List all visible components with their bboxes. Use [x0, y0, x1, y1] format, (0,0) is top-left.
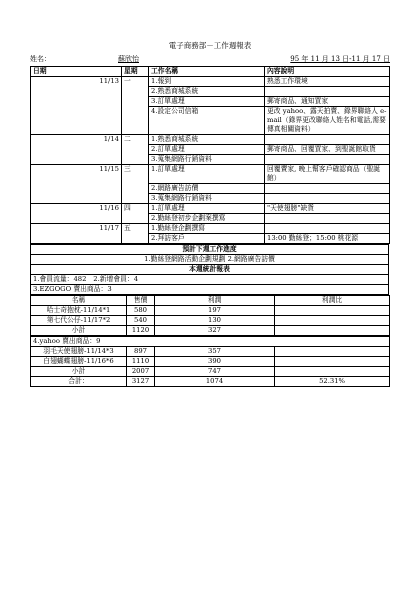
- task-content: 郵寄商品、通知買家: [265, 97, 390, 107]
- task-work: 3.訂單處理: [149, 97, 265, 107]
- item-name: 哈士奇抱枕-11/14*1: [31, 306, 127, 316]
- item-price: 540: [127, 316, 155, 326]
- task-content: [265, 184, 390, 194]
- item-profit: 130: [155, 316, 275, 326]
- item-name: 羽毛天使翅膀-11/14*3: [31, 347, 127, 357]
- day-weekday: 四: [122, 204, 149, 224]
- task-content: [265, 155, 390, 165]
- col-profit: 利潤: [155, 296, 275, 306]
- task-work: 4.設定公司信箱: [149, 107, 265, 135]
- task-work: 2.熟悉商城系統: [149, 87, 265, 97]
- day-date: 11/16: [31, 204, 122, 224]
- day-weekday: 三: [122, 165, 149, 204]
- day-date: 11/17: [31, 224, 122, 244]
- item-price: 1110: [127, 357, 155, 367]
- item-ratio: [275, 306, 390, 316]
- header-work: 工作名稱: [149, 67, 265, 77]
- yahoo-table: [30, 336, 390, 387]
- task-content: 郵寄商品、回覆買家、到聖誕館取貨: [265, 145, 390, 155]
- subtotal-price: 2007: [127, 367, 155, 377]
- day-date: 11/13: [31, 77, 122, 135]
- subtotal-price: 1120: [127, 326, 155, 336]
- task-content: [265, 87, 390, 97]
- table-row: [31, 77, 390, 87]
- ezgogo-title: 3.EZGOGO 賣出商品：3: [31, 285, 389, 295]
- task-work: 3.蒐集網路行銷資料: [149, 155, 265, 165]
- item-price: 897: [127, 347, 155, 357]
- subtotal-profit: 747: [155, 367, 275, 377]
- day-weekday: 二: [122, 135, 149, 165]
- day-weekday: 一: [122, 77, 149, 135]
- stats-heading: 本週統計報表: [31, 265, 389, 275]
- day-date: 1/14: [31, 135, 122, 165]
- header-date: 日期: [31, 67, 122, 77]
- col-name: 名稱: [31, 296, 127, 306]
- table-row: [31, 135, 390, 145]
- total-ratio: 52.31%: [275, 377, 390, 387]
- item-ratio: [275, 357, 390, 367]
- subtotal-profit: 327: [155, 326, 275, 336]
- table-header-row: [31, 67, 390, 77]
- table-row: [31, 165, 390, 184]
- item-profit: 197: [155, 306, 275, 316]
- item-profit: 390: [155, 357, 275, 367]
- day-weekday: 五: [122, 224, 149, 244]
- task-work: 3.蒐集網路行銷資料: [149, 194, 265, 204]
- table-row: [31, 204, 390, 214]
- total-row: [31, 377, 390, 387]
- report-subheader: [30, 54, 390, 64]
- task-work: 1.勤絲登企劃撰寫: [149, 224, 265, 234]
- stats-line1: 1.會員流量：482 2.新增會員：4: [31, 275, 389, 285]
- task-work: 1.訂單處理: [149, 204, 265, 214]
- daily-work-table: [30, 66, 390, 244]
- task-work: 1.熟悉商城系統: [149, 135, 265, 145]
- item-ratio: [275, 316, 390, 326]
- task-content: [265, 135, 390, 145]
- task-content: [265, 214, 390, 224]
- yahoo-subtotal-row: [31, 367, 390, 377]
- table-row: [31, 306, 390, 316]
- subtotal-ratio: [275, 367, 390, 377]
- table-row: [31, 357, 390, 367]
- total-price: 3127: [127, 377, 155, 387]
- task-work: 1.訂單處理: [149, 165, 265, 184]
- item-name: 白翅蝴蝶翅膀-11/16*6: [31, 357, 127, 367]
- name-label: 姓名：: [30, 55, 51, 63]
- item-name: 第七代公仔-11/17*2: [31, 316, 127, 326]
- task-content: 熟悉工作環境: [265, 77, 390, 87]
- task-work: 2.訂單處理: [149, 145, 265, 155]
- next-week-items: 1.勤絲登網路活動企劃規劃 2.網路廣告訪價: [31, 255, 389, 265]
- task-content: 更改 yahoo、露天拍賣、錄界聯絡人 e-mail（錄界更改聯絡人姓名和電話,需要傳真相關資料）: [265, 107, 390, 135]
- item-ratio: [275, 347, 390, 357]
- task-work: 2.勤絲登初步企劃案撰寫: [149, 214, 265, 224]
- report-title: 電子商務部－工作週報表: [168, 41, 252, 50]
- day-date: 11/15: [31, 165, 122, 204]
- yahoo-title: 4.yahoo 賣出商品：9: [31, 337, 390, 347]
- task-content: 13:00 勤絲登；15:00 桃花源: [265, 234, 390, 244]
- task-work: 2.網路廣告訪價: [149, 184, 265, 194]
- report-period: 95 年 11 月 13 日-11 月 17 日: [290, 55, 390, 63]
- col-price: 售價: [127, 296, 155, 306]
- subtotal-label: 小計: [31, 367, 127, 377]
- item-profit: 357: [155, 347, 275, 357]
- task-content: 回覆賣家, 晚上幫客戶確認商品（聖誕館）: [265, 165, 390, 184]
- subtotal-ratio: [275, 326, 390, 336]
- task-content: [265, 194, 390, 204]
- subtotal-label: 小計: [31, 326, 127, 336]
- next-week-heading: 預計下週工作進度: [31, 245, 389, 255]
- name-value: 蘇欣怡: [118, 55, 139, 63]
- header-weekday: 星期: [122, 67, 149, 77]
- ezgogo-subtotal-row: [31, 326, 390, 336]
- table-row: [31, 224, 390, 234]
- yahoo-title-row: [31, 337, 390, 347]
- ezgogo-header-row: [31, 296, 390, 306]
- task-work: 1.報到: [149, 77, 265, 87]
- col-ratio: 利潤比: [275, 296, 390, 306]
- table-row: [31, 347, 390, 357]
- next-week-table: [30, 244, 389, 295]
- header-content: 內容說明: [265, 67, 390, 77]
- task-content: [265, 224, 390, 234]
- task-work: 2.拜訪客戶: [149, 234, 265, 244]
- total-label: 合計：: [31, 377, 127, 387]
- ezgogo-table: [30, 295, 390, 336]
- table-row: [31, 316, 390, 326]
- total-profit: 1074: [155, 377, 275, 387]
- task-content: "天使翅膀"缺貨: [265, 204, 390, 214]
- item-price: 580: [127, 306, 155, 316]
